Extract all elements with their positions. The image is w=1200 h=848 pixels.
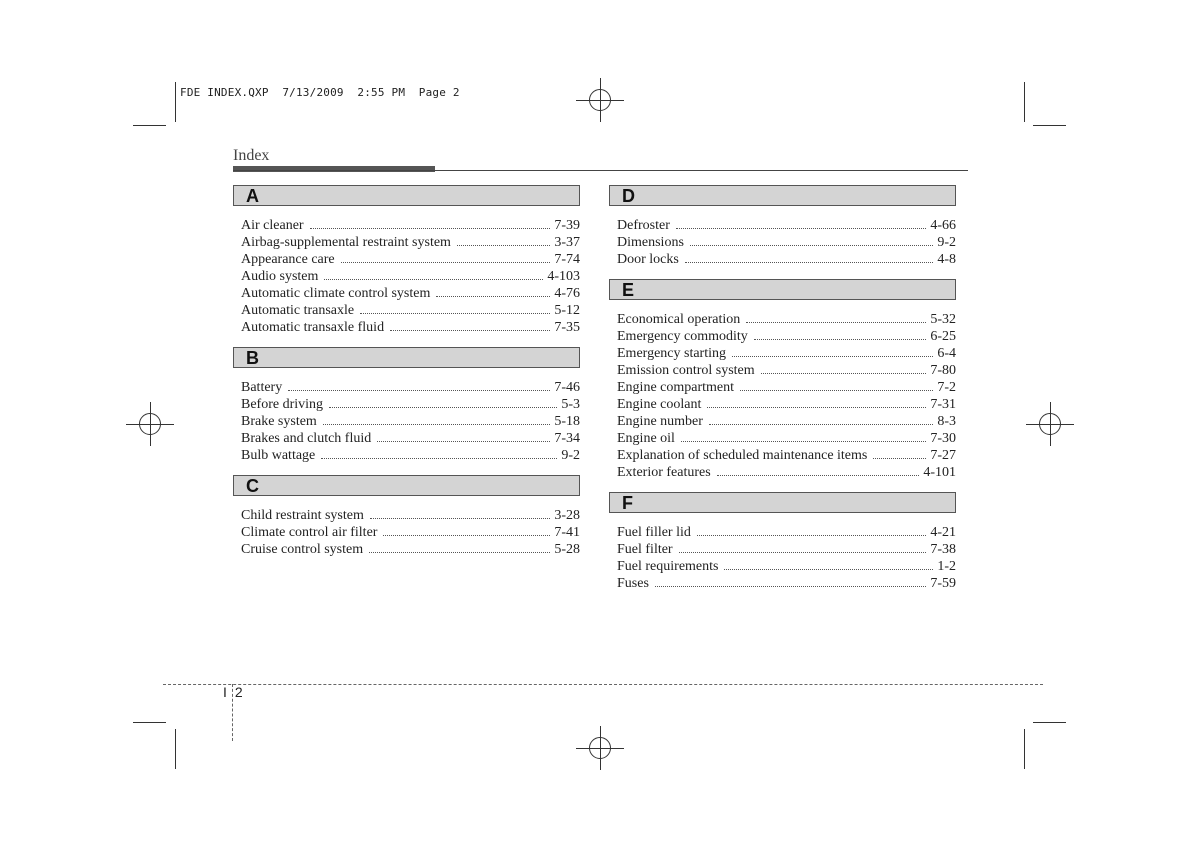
crop-mark [175,729,176,769]
entry-page: 3-28 [554,508,580,523]
entry-page: 4-66 [930,218,956,233]
crop-mark [1024,729,1025,769]
entry-page: 3-37 [554,235,580,250]
index-entry [617,524,956,541]
page-number [223,684,243,700]
section-header-c: C [233,475,580,496]
index-entry [241,319,580,336]
footer-rule [163,684,1043,685]
section-entries-d [609,206,956,279]
registration-mark-icon [589,89,611,111]
index-entry [617,379,956,396]
leader-dots [746,322,926,323]
index-entry [617,575,956,592]
leader-dots [679,552,927,553]
entry-page: 4-103 [547,269,580,284]
index-entry [241,268,580,285]
leader-dots [310,228,551,229]
leader-dots [288,390,550,391]
entry-page: 7-27 [930,448,956,463]
leader-dots [697,535,926,536]
entry-page: 5-3 [561,397,580,412]
entry-term: Before driving [241,397,324,412]
entry-page: 7-30 [930,431,956,446]
entry-term: Fuel requirements [617,559,719,574]
crop-mark [1033,125,1066,126]
leader-dots [724,569,933,570]
index-entry [241,379,580,396]
entry-page: 5-32 [930,312,956,327]
section-header-f: F [609,492,956,513]
index-entry [241,413,580,430]
entry-term: Engine oil [617,431,675,446]
entry-page: 5-28 [554,542,580,557]
section-entries-c [233,496,580,569]
entry-page: 7-38 [930,542,956,557]
entry-term: Emergency commodity [617,329,748,344]
leader-dots [690,245,933,246]
leader-dots [754,339,927,340]
leader-dots [681,441,926,442]
leader-dots [676,228,926,229]
section-entries-a [233,206,580,347]
entry-term: Dimensions [617,235,684,250]
entry-term: Cruise control system [241,542,364,557]
index-entry [617,541,956,558]
index-entry [617,251,956,268]
leader-dots [707,407,926,408]
index-entry [241,302,580,319]
entry-page: 1-2 [937,559,956,574]
leader-dots [709,424,933,425]
index-entry [617,464,956,481]
entry-page: 4-76 [554,286,580,301]
page-number-value: 2 [234,684,243,700]
entry-page: 5-18 [554,414,580,429]
index-entry [617,311,956,328]
entry-term: Automatic climate control system [241,286,431,301]
index-entry [241,251,580,268]
entry-term: Exterior features [617,465,711,480]
index-entry [617,234,956,251]
entry-term: Fuses [617,576,649,591]
entry-page: 9-2 [937,235,956,250]
leader-dots [873,458,926,459]
entry-term: Emission control system [617,363,755,378]
index-entry [241,430,580,447]
crop-mark [133,722,166,723]
entry-term: Air cleaner [241,218,304,233]
entry-term: Airbag-supplemental restraint system [241,235,451,250]
leader-dots [390,330,550,331]
index-entry [617,558,956,575]
leader-dots [324,279,543,280]
index-entry [617,447,956,464]
crop-mark [133,125,166,126]
entry-page: 7-59 [930,576,956,591]
section-entries-f [609,513,956,603]
registration-mark-icon [139,413,161,435]
entry-term: Child restraint system [241,508,364,523]
leader-dots [655,586,926,587]
section-entries-b [233,368,580,475]
leader-dots [321,458,557,459]
leader-dots [370,518,550,519]
entry-term: Brake system [241,414,317,429]
index-entry [241,396,580,413]
registration-mark-icon [1039,413,1061,435]
page-section-letter: I [223,684,227,700]
leader-dots [341,262,551,263]
entry-page: 4-21 [930,525,956,540]
leader-dots [717,475,920,476]
leader-dots [457,245,550,246]
entry-page: 7-41 [554,525,580,540]
title-accent-bar [233,166,435,172]
entry-page: 4-101 [923,465,956,480]
section-entries-e [609,300,956,492]
entry-page: 7-80 [930,363,956,378]
leader-dots [740,390,933,391]
entry-term: Brakes and clutch fluid [241,431,372,446]
entry-page: 4-8 [937,252,956,267]
entry-term: Engine coolant [617,397,702,412]
leader-dots [761,373,927,374]
title-rule [233,170,968,171]
leader-dots [360,313,550,314]
entry-term: Appearance care [241,252,335,267]
entry-page: 5-12 [554,303,580,318]
entry-term: Battery [241,380,283,395]
leader-dots [732,356,933,357]
leader-dots [323,424,551,425]
crop-mark [1024,82,1025,122]
entry-term: Automatic transaxle [241,303,355,318]
entry-term: Economical operation [617,312,741,327]
print-slug: FDE INDEX.QXP 7/13/2009 2:55 PM Page 2 [180,86,460,99]
leader-dots [383,535,550,536]
entry-page: 7-46 [554,380,580,395]
entry-page: 7-2 [937,380,956,395]
leader-dots [369,552,550,553]
crop-mark [1033,722,1066,723]
entry-page: 7-35 [554,320,580,335]
entry-term: Climate control air filter [241,525,378,540]
index-column-left [233,185,580,569]
registration-mark-icon [589,737,611,759]
index-entry [241,541,580,558]
entry-page: 7-31 [930,397,956,412]
entry-term: Bulb wattage [241,448,316,463]
index-entry [241,217,580,234]
entry-page: 7-39 [554,218,580,233]
entry-term: Door locks [617,252,679,267]
index-entry [617,396,956,413]
entry-page: 9-2 [561,448,580,463]
index-entry [617,328,956,345]
crop-mark [175,82,176,122]
leader-dots [436,296,550,297]
index-entry [617,430,956,447]
section-header-d: D [609,185,956,206]
index-entry [241,285,580,302]
section-header-e: E [609,279,956,300]
index-entry [617,217,956,234]
index-entry [617,345,956,362]
index-entry [241,234,580,251]
entry-page: 7-74 [554,252,580,267]
index-entry [241,524,580,541]
entry-page: 6-25 [930,329,956,344]
index-entry [241,507,580,524]
entry-page: 7-34 [554,431,580,446]
entry-term: Engine compartment [617,380,735,395]
index-entry [617,362,956,379]
entry-page: 6-4 [937,346,956,361]
leader-dots [329,407,557,408]
entry-term: Defroster [617,218,670,233]
index-entry [617,413,956,430]
entry-term: Explanation of scheduled maintenance items [617,448,868,463]
section-header-a: A [233,185,580,206]
entry-term: Audio system [241,269,319,284]
entry-page: 8-3 [937,414,956,429]
leader-dots [377,441,550,442]
entry-term: Fuel filter [617,542,673,557]
page-title: Index [233,147,270,164]
index-column-right [609,185,956,603]
entry-term: Fuel filler lid [617,525,691,540]
leader-dots [685,262,934,263]
section-header-b: B [233,347,580,368]
entry-term: Emergency starting [617,346,726,361]
index-entry [241,447,580,464]
entry-term: Automatic transaxle fluid [241,320,385,335]
entry-term: Engine number [617,414,703,429]
